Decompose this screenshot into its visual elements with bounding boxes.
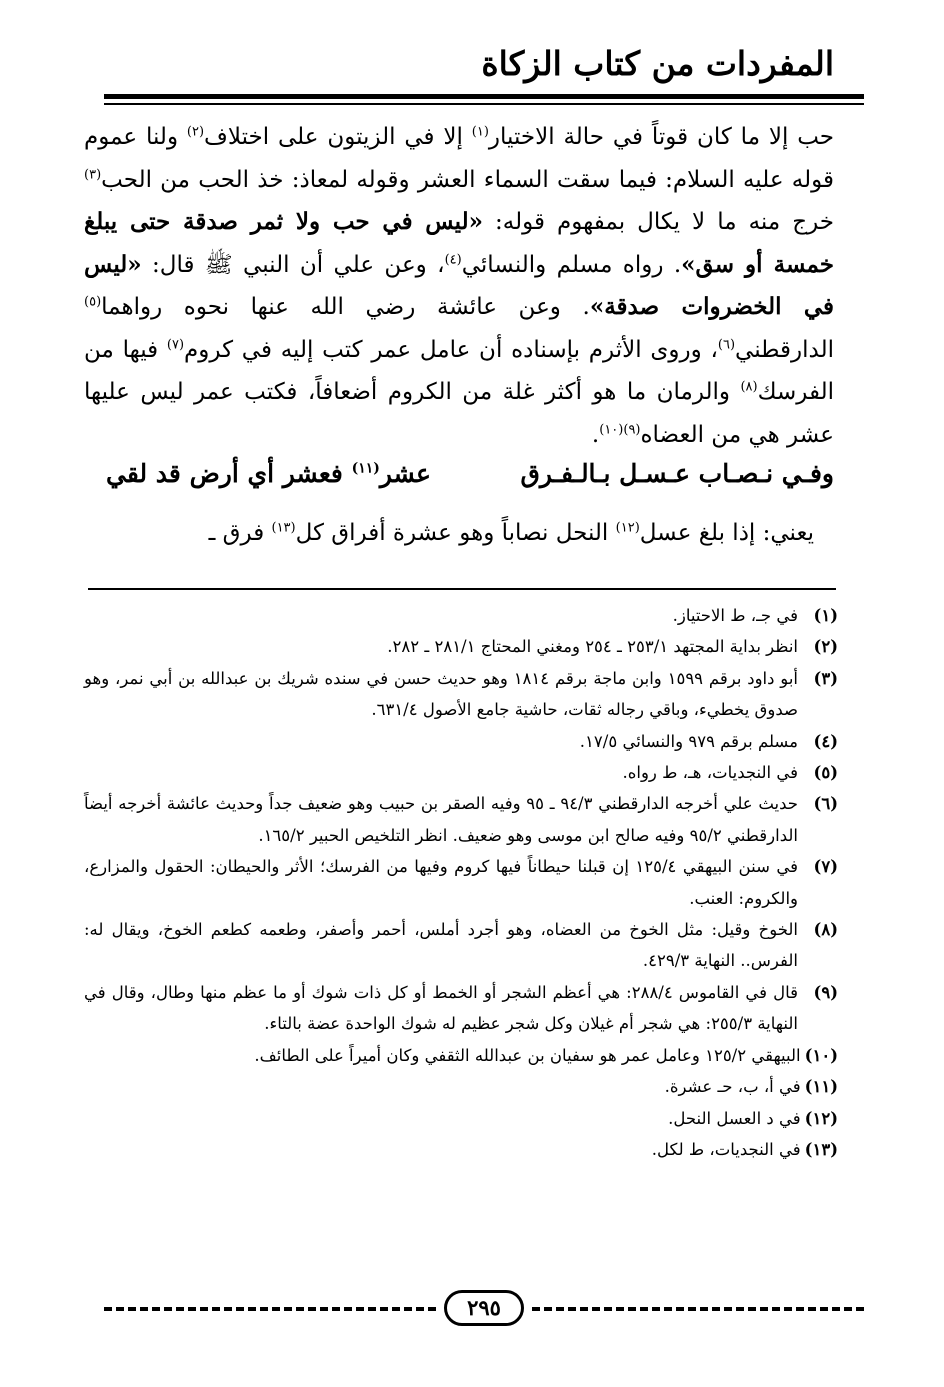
text-run: . [591, 421, 600, 448]
footnote-number: (١٣) [804, 1139, 838, 1159]
footnote-marker: (٧) [166, 336, 185, 352]
footnote-number: (٣) [813, 668, 838, 688]
text-run: . رواه مسلم والنسائي [461, 251, 682, 278]
footnote-text: انظر بداية المجتهد ٢٥٣/١ ـ ٢٥٤ ومغني المحتاج ٢٨١/١ ـ ٢٨٢. [387, 637, 798, 657]
main-text [84, 116, 834, 456]
text-run: ، وعن علي أن النبي ﷺ قال: [141, 251, 445, 278]
footnote-text: حديث علي أخرجه الدارقطني ٩٤/٣ ـ ٩٥ وفيه الصقر بن حبيب وهو ضعيف جداً وحديث عائشة أخرجه أيضاً الدارقطني ٩٥/٢ وفيه صالح ابن موسى وهو ضعيف. انظر التلخيص الحبير ١٦٥/٢. [84, 794, 799, 845]
text-run: النحل نصاباً وهو عشرة أفراق كل [295, 520, 616, 546]
footnote-item [84, 851, 838, 914]
footnote-number: (٥) [813, 763, 838, 783]
text-run: ، وروى الأثرم بإسناده أن عامل عمر كتب إليه في كروم [184, 336, 718, 363]
footnote-marker: (٨) [740, 379, 758, 395]
hadith-quote: «ليس في الخضروات صدقة» [84, 250, 834, 320]
footnote-item [84, 914, 838, 977]
footnote-item [84, 1134, 838, 1165]
footnote-item [84, 757, 838, 788]
footnote-marker: (١١) [351, 460, 380, 477]
footnote-marker: (٣) [84, 166, 102, 182]
footer-dashed-rule-right [532, 1307, 864, 1311]
footnote-text: في د العسل النحل. [668, 1108, 801, 1128]
header-rule-thin [104, 103, 864, 105]
footnote-text: في جـ، ط الاحتياز. [672, 606, 798, 625]
footnote-text: أبو داود برقم ١٥٩٩ وابن ماجة برقم ١٨١٤ وهو حديث حسن في سنده شريك بن عبدالله بن أبي نمر، وهو صدوق يخطيء، وباقي رجاله ثقات، حاشية جامع الأصول ٦٣١/٤. [84, 668, 799, 720]
page-number: ٢٩٥ [444, 1290, 524, 1326]
text-run: الدارقطني [735, 336, 834, 363]
text-run: يعني: إذا بلغ عسل [639, 520, 814, 546]
footnote-text: مسلم برقم ٩٧٩ والنسائي ١٧/٥. [579, 731, 798, 751]
footnote-item [84, 600, 838, 631]
verse-explanation [209, 520, 814, 546]
footnote-marker: (٦) [717, 336, 736, 352]
footnote-marker: (٢) [186, 124, 205, 140]
footnote-item [84, 663, 838, 726]
footnote-item [84, 788, 838, 851]
footnote-number: (٢) [813, 637, 838, 657]
footnote-item [84, 726, 838, 757]
hadith-quote: «ليس في حب ولا ثمر صدقة حتى يبلغ خمسة أو سق» [84, 208, 834, 278]
footnote-number: (٨) [813, 920, 838, 940]
footnote-number: (٤) [813, 731, 838, 751]
footnote-marker: (٩) [623, 421, 641, 437]
footnote-number: (١١) [804, 1077, 838, 1097]
footnote-item [84, 977, 838, 1040]
text-run: حب إلا ما كان قوتاً في حالة الاختيار [488, 124, 834, 150]
footnote-text: الخوخ وقيل: مثل الخوخ من العضاه، وهو أجرد أملس، أحمر وأصفر، وطعمه كطعم الخوخ، ويقال له: الفرس.. النهاية ٤٢٩/٣. [84, 920, 798, 971]
footnote-number: (٦) [813, 794, 838, 814]
running-head-title: المفردات من كتاب الزكاة [481, 44, 834, 83]
page-footer [104, 1290, 864, 1330]
text-run: خرج منه ما لا يكال بمفهوم قوله: [482, 209, 835, 235]
verse-text: فعشر أي أرض قد لقي [106, 459, 352, 488]
footnote-item [84, 1040, 838, 1071]
footnote-marker: (٥) [84, 294, 102, 310]
footnote-marker: (١٠) [599, 421, 624, 437]
verse-text: عشر [379, 459, 431, 488]
footnote-marker: (١) [471, 124, 489, 140]
text-run: فرق ـ [208, 520, 272, 546]
footnote-text: في أ، ب، حـ عشرة. [664, 1077, 801, 1097]
footnote-item [84, 1071, 838, 1102]
footnote-number: (١٠) [804, 1045, 838, 1065]
footnote-number: (١٢) [804, 1108, 838, 1128]
text-run: فيها من الفرسك [84, 336, 834, 405]
footnote-item [84, 1103, 838, 1134]
footnote-text: قال في القاموس ٢٨٨/٤: هي أعظم الشجر أو الخمط أو كل ذات شوك أو ما عظم منها وطال، وقال في النهاية ٢٥٥/٣: هي شجر أم غيلان وكل شجر عظيم له شوك الواحدة عضة بالتاء. [84, 982, 798, 1034]
footnote-marker: (١٢) [615, 520, 640, 536]
text-run: ولنا عموم قوله عليه السلام: فيما سقت السماء العشر وقوله لمعاذ: خذ الحب من الحب [84, 124, 834, 193]
verse-second-hemistich [106, 459, 431, 488]
footnote-number: (٧) [813, 857, 838, 877]
footnote-text: في سنن البيهقي ١٢٥/٤ إن قبلنا حيطاناً فيها كروم وفيها من الفرسك؛ الأثر والحيطان: الحقول والمزارع، والكروم: العنب. [84, 857, 798, 908]
main-paragraph [84, 116, 834, 456]
footnote-text: في النجديات، ط لكل. [651, 1139, 801, 1159]
footnotes-list [84, 600, 838, 1165]
text-run: والرمان ما هو أكثر غلة من الكروم أضعافاً، فكتب عمر ليس عليها عشر هي من العضاه [84, 379, 834, 448]
text-run: . وعن عائشة رضي الله عنها نحوه رواهما [101, 294, 590, 320]
footnote-marker: (٤) [444, 251, 462, 267]
footnote-number: (٩) [813, 982, 838, 1002]
footnote-separator [88, 588, 836, 590]
header-rule-thick [104, 94, 864, 99]
footnote-marker: (١٣) [271, 520, 296, 536]
text-run: إلا في الزيتون على اختلاف [204, 124, 472, 150]
footnote-text: البيهقي ١٢٥/٢ وعامل عمر هو سفيان بن عبدالله الثقفي وكان أميراً على الطائف. [254, 1045, 801, 1065]
footnote-number: (١) [813, 606, 838, 625]
footnote-item [84, 631, 838, 662]
verse-first-hemistich: وفـي نـصـاب عـسـل بـالـفـرق [520, 459, 834, 488]
footnote-text: في النجديات، هـ، ط رواه. [622, 763, 798, 783]
footer-dashed-rule-left [104, 1307, 436, 1311]
